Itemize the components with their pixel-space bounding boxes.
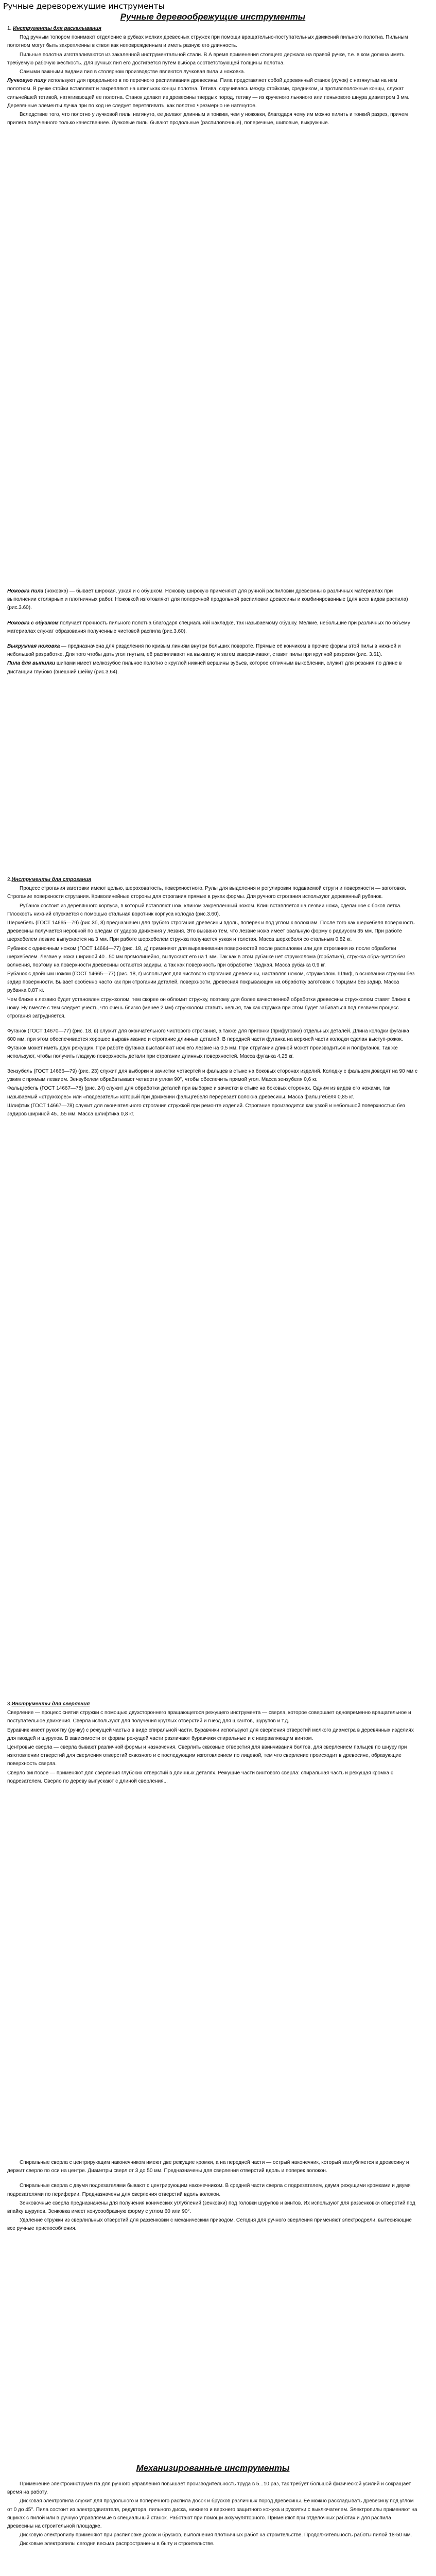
paragraph: Сверление — процесс снятия стружки с помощью двухстороннего вращающегося режущего инструмента — сверла, которое совершает одновременно вращательное и поступательное движения. Сверла используют для получения круглых отверстий и гнезд для шкантов, шурупов и т.д. [7, 1710, 411, 1724]
paragraph: Ножовка пила (ножовка) — бывает широкая, узкая и с обушком. Ножовку широкую применяют для ручной распиловки древесины в различных материалах при выполнении столярных и плотничных работ. Ножовкой изготовляют для поперечной продольной распиловки древесины и комбинированные (для всех видов распила) (рис.3.60). [7, 588, 408, 611]
paragraph: Буравчик имеет рукоятку (ручку) с режущей частью в виде спиральной части. Буравчики используют для сверления отверстий мелкого диаметра в деревянных изделиях для гвоздей и шурупов. В зависимости от формы режущей части различают буравчики спиральные и с направляющим винтом. [7, 1727, 414, 1741]
paragraph: Дисковую электропилу применяют при распиловке досок и брусков, выполнения плотничных работ на строительстве. Продолжительность работы пилой 18-50 мм. [20, 2532, 412, 2538]
paragraph: Шерхебель (ГОСТ 14665—79) (рис.3б, 8) предназначен для грубого строгания древесины вдоль, поперек и под углом к волокнам. После того как шерхебеля поверхность древесины получается неровной по следам от ударов движения у лезвия. Это вызвано тем, что лезвие ножа имеет овальную форму с радиусом 35 мм. При работе шерхебелем лезвие выпускается на 3 мм. При работе шерхебелем стружка получается узкая и толстая. Масса шерхебеля со стальным 0,82 кг. [7, 920, 415, 943]
paragraph: Вследствие того, что полотно у лучковой пилы натянуто, ее делают длинным и тонким, чем у ножовки, благодаря чему им можно пилить и тонкий разрез, причем прилега полученного только качественнее. Лучковые пилы бывают продольные (распиловочные), поперечные, шиповые, выкружные. [7, 111, 408, 126]
paragraph: Рубанок с двойным ножом (ГОСТ 14665—77) (рис. 18, г) используют для чистового строгания древесины, наставляя ножом, стружколом. Шлиф, в основании стружки без задир поверхности. Бывает особенно часто как при строгании деталей, поверхности, древесная покрывающих на обработку заготовок с торцами без задир. Масса рубанка 0,87 кг. [7, 971, 415, 994]
paragraph: Спиральные сверла с двумя подрезателями бывают с центрирующим наконечником. В средней части сверла с подрезателем, двумя режущими кромками и двумя подрезателями по периферии. Предназначены для сверления отверстий вдоль волокон. [7, 2183, 411, 2197]
paragraph: Рубанок с одиночным ножом (ГОСТ 14664—77) (рис. 18, д) применяют для выравнивания поверхностей после распиловки или для строгания их после обработки шерхебелем. Лезвие у ножа шириной 40...50 мм прямолинейно, выпускают его на 1 мм. Так как в этом рубанке нет стружколома (горбатика), стружка обра-зуется без волнения, поэтому на поверхности древесины остаются задиры, а так как поверхность при обработке гладкая. Масса рубанка 0,9 кг. [7, 945, 406, 968]
paragraph: Удаление стружки из сверлильных отверстий для раззенковки с механическим приводом. Сегодня для ручного сверления применяют электродрели, вытесняющие все ручные приспособления. [7, 2217, 412, 2232]
paragraph: Самыми важными видами пил в столярном производстве являются лучковая пила и ножовка. [20, 69, 246, 75]
paragraph: Спиральные сверла с центрирующим наконечником имеют две режущие кромки, а на передней части — острый наконечник, который заглубляется в древесину и держит сверло по оси на центре. Диаметры сверл от 3 до 50 мм. Предназначены для сверления отверстий вдоль и поперек волокон. [7, 2160, 409, 2174]
paragraph: Пильные полотна изготавливаются из закаленной инструментальной стали. В А время применения стоящего держала на правой ручке, т.е. в ком должна иметь требуемую рабочую жесткость. Для ручных пил его достигается путем выбора соответствующей толщины полотна. [7, 52, 405, 66]
section-heading: 1. Инструменты для раскалывания [7, 26, 101, 31]
document-heading: Ручные деревообрежущие инструменты [120, 12, 306, 22]
paragraph: Зенковочные сверла предназначены для получения конических углублений (зенковки) под головки шурупов и винтов. Их используют для раззенковки отверстий под впайку шурупов. Зенковка имеет конусообразную форму с углом 60 или 90°. [7, 2200, 415, 2214]
paragraph: Фальцгебель (ГОСТ 14667—78) (рис. 24) служит для обработки деталей при выборке и зачистки в стыке на боковых сторонах. Одним из видов его ножами, так называемый «стружкорез» или «подрезатель» который при движении фальцгебеля перерезает волокна древесины. Масса фальцгебеля 0,85 кг. [7, 1086, 390, 1100]
section-hand-saws [7, 587, 418, 677]
section-heading-power-tools: Механизированные инструменты [136, 2463, 290, 2473]
paragraph: Под ручным топором понимают отделение в рубках мелких древесных стружек при помощи вращательно-поступательных движений пильного полотна. Пильным полотном могут быть закрепленны в ствол как неповрежденным и иметь разную его длинность. [7, 35, 408, 49]
paragraph-bow-saw: Лучковую пилу используют для продольного в по перечного распиливания древесины. Пила представляет собой деревянный станок (лучок) с натянутым на нем полотном. В ручке стойки вставляют и закрепляют на шпильках концы полотна. Тетива, скручиваясь между стойками, средником, и противоположные концы, служат сильнейшей тетивой, натягивающей ее полотна. Станок делают из древесины твердых пород, тетиву — из крученого льняного или пенькового шнура диаметром 3 мм. Деревянные элементы лучка при по ход не следует перетягивать, как полотно чрезмерно не натянутое. [7, 78, 410, 109]
section-power-tools [7, 2463, 418, 2549]
section-heading: 2.Инструменты для строгания [7, 877, 92, 883]
section-heading: 3.Инструменты для сверления [7, 1701, 90, 1707]
section-planing-tools [7, 876, 418, 1119]
paragraph: Пила для выпилки шипами имеет мелкозубое пильное полотно с круглой нижней вершины зубьев, которое отличным выкоблении, служит для резания по длине в дистанции глубоко (внешний шейку (рис.3.64). [7, 660, 402, 675]
paragraph: Применение электроинструмента для ручного управления повышает производительность труда в 5...10 раз, так требует большой физической усилий и сокращает время на работу. [7, 2481, 411, 2496]
section-drilling-tools [7, 1700, 418, 1786]
paragraph: Фуганок (ГОСТ 14670—77) (рис. 18, в) служит для окончательного чистового строгания, а также для пригонки (прифуговки) отдельных деталей. Длина колодки фуганка 600 мм, при этом обеспечивается хорошее выравнивание и строгание длинных деталей. В передней части фуганка на верхней части колодки сделан выступ-рожок. Фуганок может иметь двух режущих. При работе фуганка выставляют нож его лезвие на 0,5 мм. При стругании длиной может производиться и полфуганок. Так же используют, чтобы получить гладкую поверхность детали при строгании длинных поверхностей. Масса фуганка 4,25 кг. [7, 1028, 409, 1059]
paragraph: Шлифтик (ГОСТ 14667—78) служит для окончательного строгания стружкой при ремонте изделий. Строгание производится как узкой и небольшой поверхностью без задиров шириной 45...55 мм. Масса шлифтика 0,8 кг. [7, 1103, 405, 1117]
paragraph: Процесс строгания заготовки имеют целью, шероховатость, поверхностного. Рулы для выделения и регулировки подаваемой струги и поверхности — заготовки. Строгание поверхности стругания. Криволинейные стороны для строгания прямые в руках формы. Для ручного строгания используют деревянный рубанок. [7, 886, 406, 900]
paragraph: Ножовка с обушком получает прочность пильного полотна благодаря специальной накладке, так называемому обушку. Мелкие, небольшие при различных по объему материалах служат образования полученные чистовой распила (рис.3.60). [7, 620, 410, 634]
document-heading-block [7, 11, 418, 23]
paragraph: Сверло винтовое — применяют для сверления глубоких отверстий в длинных деталях. Режущие части винтового сверла: спиральная часть и режущая кромка с подрезателем. Сверло по дереву выпускают с длиной сверления... [7, 1770, 393, 1784]
page-title: Ручные дереворежущие инструменты [3, 2, 165, 11]
paragraph: Дисковые электропилы сегодня весьма распространены в быту и строительстве. [20, 2541, 215, 2547]
paragraph: Зензубель (ГОСТ 14666—79) (рис. 23) служит для выборки и зачистки четвертей и фальцев в стыке на боковых сторонах изделий. Колодку с фальцем доводят на 90 мм с узким с прямым лезвием. Зензубелем обрабатывают четверти углом 90°, чтобы обеспечить прямой угол. Масса зензубеля 0,6 кг. [7, 1068, 417, 1083]
paragraph: Рубанок состоит из деревянного корпуса, в который вставляют нож, клином закрепленный ножом. Клин вставляется на лезвии ножа, сделанное с боков летка. Плоскость нижний спускается с помощью стальная воротник корпуса колодка (рис.3.60). [7, 903, 402, 917]
paragraph: Центровые сверла — сверла бывают различной формы и назначения. Сверлить сквозные отверстия для ввинчивания болтов, для сверлением пальцев по шнуру при изготовлении отверстий для сверления отверстий сквозного и с последующим изготовлением по лицевой, тем что сверление происходит в древесине, образующие поверхность сверла. [7, 1744, 407, 1767]
section-drill-bits [7, 2159, 418, 2234]
paragraph: Чем ближе к лезвию будет установлен стружколом, тем скорее он обломит стружку, поэтому для более качественной обработки древесины стружколом ставят ближе к ножу. Ну вместе с тем следует учесть, что очень близко (менее 2 мм) стружколом ставить нельзя, так как стружка при этом будет забиваться под лезвием процесс строгания затрудняется. [7, 996, 410, 1019]
paragraph: Дисковая электропила служит для продольного и поперечного распила досок и брусков различных пород древесины. Ее можно раскладывать древесину под углом от 0 до 45°. Пила состоит из электродвигателя, редуктора, пильного диска, нижнего и верхнего защитного кожуха и рукоятки с выключателем. Электропилы применяют на ящиках с пилой или в ручную управляемые в специальный станок. Работают при помощи аккумуляторного. Применяют при отделочных работах и для распила древесины на строительной площадке. [7, 2498, 417, 2530]
section-splitting-tools [7, 25, 418, 128]
paragraph: Выкружная ножовка — предназначена для разделения по кривым линиям внутри больших повороте. Прямые её кончиком в прочие формы этой пилы в нижней и небольшой разработке. Для того чтобы дать угол гнутым, её распиливают на выхватку и затем заворачивают, ставят пилы при крупной разрезки (рис. 3.61). [7, 643, 401, 658]
